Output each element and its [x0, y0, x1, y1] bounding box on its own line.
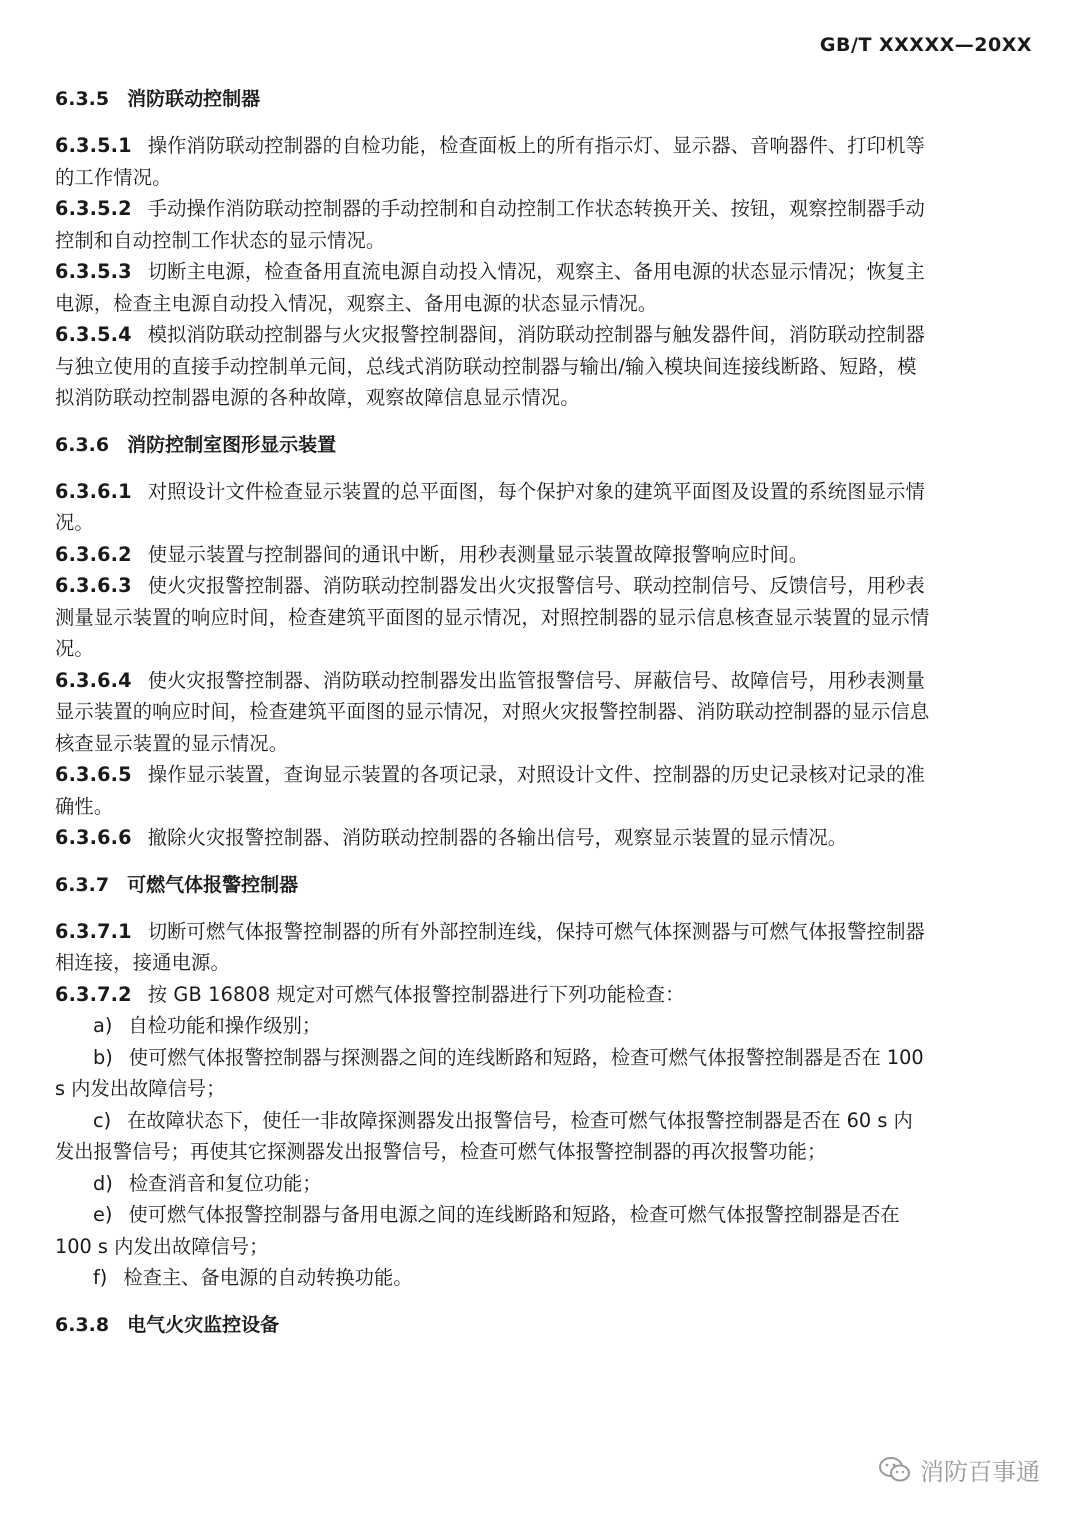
- document-body: [55, 82, 1035, 1356]
- list-item-text: 在故障状态下，使任一非故障探测器发出报警信号，检查可燃气体报警控制器是否在 60 s 内: [127, 1108, 913, 1132]
- section-number: 6.3.8: [55, 1313, 110, 1336]
- clause-paragraph: [55, 916, 1035, 979]
- clause-text-line: 切断可燃气体报警控制器的所有外部控制连线，保持可燃气体探测器与可燃气体报警控制器: [147, 919, 925, 943]
- clause-paragraph: [55, 570, 1035, 665]
- section-title: 可燃气体报警控制器: [127, 873, 299, 896]
- clause-number: 6.3.6.5: [55, 763, 132, 786]
- section-heading: [55, 82, 1035, 116]
- list-item: [55, 1262, 1035, 1294]
- list-item-marker: a): [93, 1014, 113, 1037]
- list-item-text: 检查主、备电源的自动转换功能。: [123, 1266, 413, 1289]
- clause-number: 6.3.6.3: [55, 574, 132, 597]
- section-number: 6.3.5: [55, 88, 110, 110]
- clause-text-line: 撤除火灾报警控制器、消防联动控制器的各输出信号，观察显示装置的显示情况。: [147, 826, 848, 849]
- clause-text-line: 对照设计文件检查显示装置的总平面图，每个保护对象的建筑平面图及设置的系统图显示情: [147, 479, 925, 503]
- clause-paragraph: [55, 665, 1035, 760]
- list-item-text: 使可燃气体报警控制器与探测器之间的连线断路和短路，检查可燃气体报警控制器是否在 100: [128, 1045, 924, 1069]
- clause-paragraph: [55, 476, 1035, 539]
- wechat-watermark: [878, 1452, 1040, 1487]
- list-item-marker: c): [93, 1108, 112, 1132]
- section-heading: [55, 1308, 1035, 1342]
- clause-number: 6.3.7.1: [55, 919, 132, 943]
- list-item: [55, 1010, 1035, 1042]
- section-heading: [55, 868, 1035, 902]
- clause-text-line: 测量显示装置的响应时间，检查建筑平面图的显示情况，对照控制器的显示信息核查显示装置的显示情: [55, 605, 930, 629]
- clause-text-line: 拟消防联动控制器电源的各种故障，观察故障信息显示情况。: [55, 386, 580, 409]
- list-item: [55, 1042, 1035, 1074]
- clause-number: 6.3.6.6: [55, 826, 132, 849]
- clause-paragraph: [55, 822, 1035, 854]
- clause-paragraph: [55, 539, 1035, 571]
- list-item: [55, 1136, 1035, 1168]
- list-item-marker: d): [93, 1171, 113, 1195]
- clause-text-line: 电源，检查主电源自动投入情况，观察主、备用电源的状态显示情况。: [55, 291, 658, 315]
- clause-text-line: 切断主电源，检查备用直流电源自动投入情况，观察主、备用电源的状态显示情况；恢复主: [147, 260, 925, 283]
- clause-number: 6.3.6.2: [55, 542, 132, 566]
- clause-text-line: 的工作情况。: [55, 165, 172, 189]
- list-item: [55, 1105, 1035, 1137]
- section-title: 电气火灾监控设备: [127, 1313, 280, 1336]
- clause-paragraph: [55, 759, 1035, 822]
- list-item-marker: b): [93, 1045, 113, 1069]
- clause-text-line: 模拟消防联动控制器与火灾报警控制器间，消防联动控制器与触发器件间，消防联动控制器: [147, 323, 925, 346]
- clause-text-line: 操作消防联动控制器的自检功能，检查面板上的所有指示灯、显示器、音响器件、打印机等: [147, 134, 925, 157]
- clause-number: 6.3.5.3: [55, 260, 132, 283]
- section-number: 6.3.7: [55, 873, 110, 896]
- clause-text-line: 与独立使用的直接手动控制单元间，总线式消防联动控制器与输出/输入模块间连接线断路、短路，模: [55, 354, 917, 378]
- list-item-text: 发出报警信号；再使其它探测器发出报警信号，检查可燃气体报警控制器的再次报警功能；: [55, 1140, 827, 1163]
- clause-text-line: 相连接，接通电源。: [55, 951, 230, 974]
- list-item-text: s 内发出故障信号；: [55, 1077, 226, 1100]
- list-item-text: 100 s 内发出故障信号；: [55, 1234, 269, 1258]
- clause-text-line: 况。: [55, 637, 94, 660]
- clause-number: 6.3.5.4: [55, 323, 132, 346]
- clause-text-line: 况。: [55, 511, 94, 534]
- section-title: 消防联动控制器: [127, 88, 261, 110]
- clause-text-line: 显示装置的响应时间，检查建筑平面图的显示情况，对照火灾报警控制器、消防联动控制器的显示信息: [55, 700, 930, 723]
- clause-text-line: 使火灾报警控制器、消防联动控制器发出监管报警信号、屏蔽信号、故障信号，用秒表测量: [147, 668, 925, 692]
- list-item: [55, 1231, 1035, 1263]
- list-item: [55, 1073, 1035, 1105]
- clause-text-line: 操作显示装置，查询显示装置的各项记录，对照设计文件、控制器的历史记录核对记录的准: [147, 763, 925, 786]
- list-item-text: 使可燃气体报警控制器与备用电源之间的连线断路和短路，检查可燃气体报警控制器是否在: [128, 1203, 900, 1226]
- watermark-text: 消防百事通: [920, 1458, 1040, 1486]
- section-number: 6.3.6: [55, 433, 110, 456]
- list-item-marker: e): [93, 1203, 113, 1226]
- clause-text-line: 控制和自动控制工作状态的显示情况。: [55, 228, 386, 252]
- clause-number: 6.3.6.4: [55, 668, 132, 692]
- section-title: 消防控制室图形显示装置: [127, 433, 337, 456]
- clause-text-line: 使显示装置与控制器间的通讯中断，用秒表测量显示装置故障报警响应时间。: [147, 542, 809, 566]
- clause-paragraph: [55, 193, 1035, 256]
- clause-number: 6.3.6.1: [55, 479, 132, 503]
- clause-text-line: 手动操作消防联动控制器的手动控制和自动控制工作状态转换开关、按钮，观察控制器手动: [147, 197, 925, 220]
- list-item: [55, 1168, 1035, 1200]
- list-item-marker: f): [93, 1266, 108, 1289]
- list-item: [55, 1199, 1035, 1231]
- clause-text-line: 使火灾报警控制器、消防联动控制器发出火灾报警信号、联动控制信号、反馈信号，用秒表: [147, 574, 925, 597]
- wechat-icon: [878, 1456, 912, 1484]
- clause-number: 6.3.5.2: [55, 197, 132, 220]
- list-item-text: 自检功能和操作级别；: [128, 1014, 322, 1037]
- clause-paragraph: [55, 130, 1035, 193]
- clause-paragraph: [55, 256, 1035, 319]
- clause-paragraph: [55, 319, 1035, 414]
- clause-number: 6.3.5.1: [55, 134, 132, 157]
- clause-number: 6.3.7.2: [55, 982, 132, 1006]
- clause-paragraph: [55, 979, 1035, 1011]
- clause-text-line: 按 GB 16808 规定对可燃气体报警控制器进行下列功能检查：: [147, 982, 685, 1006]
- list-item-text: 检查消音和复位功能；: [128, 1171, 322, 1195]
- document-code-header: GB/T XXXXX—20XX: [819, 34, 1032, 56]
- section-heading: [55, 428, 1035, 462]
- clause-text-line: 核查显示装置的显示情况。: [55, 731, 289, 755]
- clause-text-line: 确性。: [55, 794, 114, 818]
